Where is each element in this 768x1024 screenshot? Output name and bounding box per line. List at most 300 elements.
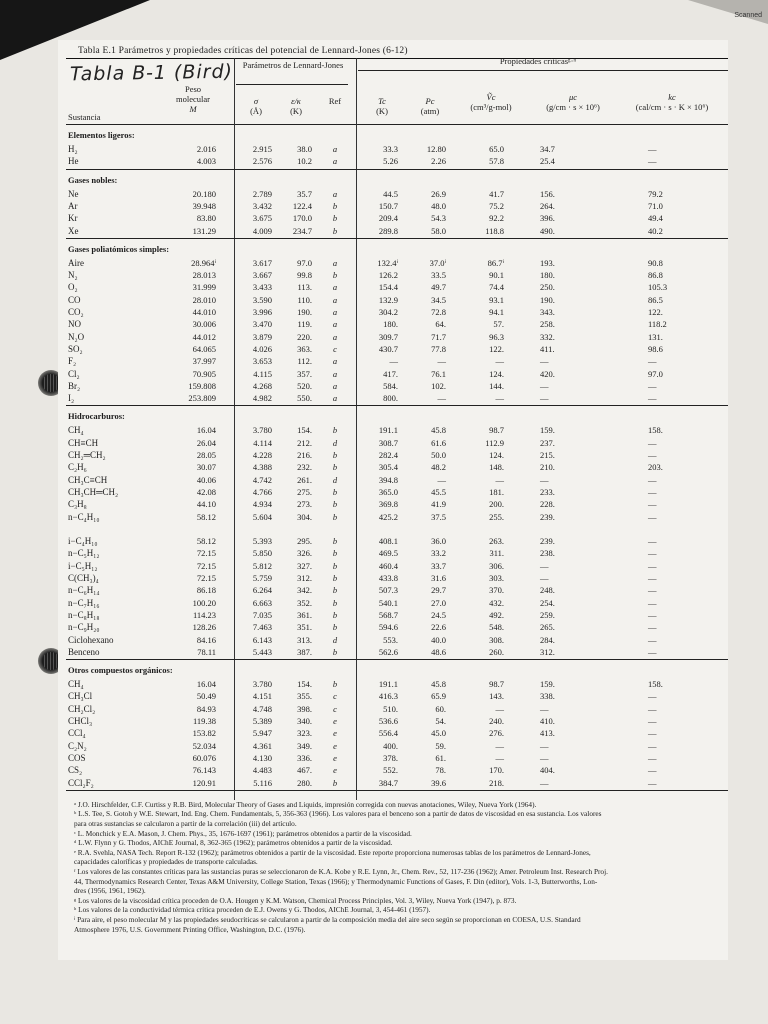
cell-k: 105.3 xyxy=(648,282,668,293)
cell-mu: — xyxy=(540,380,549,391)
header-rule xyxy=(66,124,728,125)
cell-vc: 148. xyxy=(489,462,504,473)
cell-tc: 33.3 xyxy=(383,144,398,154)
cell-mu: 250. xyxy=(540,282,555,293)
cell-s: 4.268 xyxy=(252,380,272,391)
col-epsilon: ε/κ (K) xyxy=(290,96,302,116)
cell-e: 220. xyxy=(297,331,312,342)
table-row xyxy=(58,257,728,269)
cell-vc: 143. xyxy=(489,691,504,702)
cell-m: 72.15 xyxy=(196,573,216,583)
footnote: dres (1956, 1961, 1962). xyxy=(74,886,146,896)
cell-name: He xyxy=(68,156,79,167)
cell-s: 5.389 xyxy=(252,716,272,726)
cell-m: 44.10 xyxy=(196,499,216,510)
cell-s: 5.947 xyxy=(252,728,272,739)
cell-k: — xyxy=(648,144,657,154)
cell-tc: 568.7 xyxy=(378,609,398,620)
cell-ref: b xyxy=(332,499,338,510)
cell-pc: 36.0 xyxy=(431,536,446,547)
cell-mu: 265. xyxy=(540,622,555,633)
cell-s: 3.879 xyxy=(252,331,272,342)
cell-pc: 76.1 xyxy=(431,368,446,379)
cell-vc: 548. xyxy=(489,622,504,633)
footnote: ᵇ L.S. Tee, S. Gotoh y W.E. Stewart, Ind. Eng. Chem. Fundamentals, 5, 356-363 (1966). Los valores para el benceno son a partir de datos de viscosidad en esa sustancia. Los valores xyxy=(74,809,602,819)
cell-s: 3.780 xyxy=(252,425,272,436)
cell-name: C₂N₂ xyxy=(68,740,87,751)
cell-pc: 49.7 xyxy=(431,282,446,293)
cell-e: 232. xyxy=(297,462,312,473)
cell-tc: 433.8 xyxy=(378,573,398,583)
cell-pc: — xyxy=(437,393,446,404)
cell-k: 98.6 xyxy=(648,343,663,354)
footnote: ᶜ L. Monchick y E.A. Mason, J. Chem. Phys., 35, 1676-1697 (1961); parámetros obtenidos a partir de la viscosidad. xyxy=(74,828,412,838)
cell-pc: 48.0 xyxy=(431,200,446,211)
cell-mu: — xyxy=(540,573,549,583)
cell-pc: 54. xyxy=(435,716,446,726)
cell-vc: 303. xyxy=(489,573,504,583)
cell-e: 113. xyxy=(297,282,312,293)
cell-e: 352. xyxy=(297,597,312,608)
cell-e: 112. xyxy=(297,356,312,367)
corner-stamp: Scanned xyxy=(734,12,762,19)
cell-pc: 29.7 xyxy=(431,585,446,596)
cell-s: 3.432 xyxy=(252,200,272,211)
col-tc: Tc (K) xyxy=(376,96,388,116)
cell-m: 78.11 xyxy=(197,646,216,657)
cell-vc: 93.1 xyxy=(489,294,504,305)
footnote: ᶠ Los valores de las constantes críticas para las sustancias puras se seleccionaron de K.A. Kobe y R.E. Lynn, Jr., Chem. Rev., 52, 117-236 (1962); Amer. Petroleum Inst. Research Proj. xyxy=(74,866,608,876)
section-title: Hidrocarburos: xyxy=(68,411,125,422)
cell-pc: 26.9 xyxy=(431,188,446,199)
cell-mu: — xyxy=(540,777,549,788)
table-row xyxy=(58,690,728,702)
cell-s: 7.463 xyxy=(252,622,272,633)
cell-s: 7.035 xyxy=(252,609,272,620)
cell-vc: — xyxy=(495,474,504,485)
col-pc: Pc (atm) xyxy=(420,96,440,116)
cell-mu: 338. xyxy=(540,691,555,702)
cell-ref: e xyxy=(333,765,337,776)
cell-pc: 45.8 xyxy=(431,425,446,436)
cell-name: CS₂ xyxy=(68,765,83,776)
section-rule xyxy=(66,238,728,239)
cell-tc: 562.6 xyxy=(378,646,398,657)
cell-e: 327. xyxy=(297,560,312,571)
cell-e: 361. xyxy=(297,609,312,620)
table-row xyxy=(58,281,728,293)
cell-k: — xyxy=(648,634,657,645)
cell-tc: 132.4ⁱ xyxy=(377,257,398,268)
cell-pc: 22.6 xyxy=(431,622,446,633)
cell-k: 203. xyxy=(648,462,663,473)
cell-mu: 34.7 xyxy=(540,144,555,154)
cell-m: 28.05 xyxy=(196,450,216,460)
cell-ref: a xyxy=(332,356,338,367)
cell-ref: b xyxy=(332,450,338,460)
cell-e: 97.0 xyxy=(297,257,312,268)
cell-s: 4.748 xyxy=(252,703,272,714)
cell-vc: 122. xyxy=(489,343,504,354)
cell-pc: 59. xyxy=(435,740,446,751)
cell-tc: 430.7 xyxy=(378,343,398,354)
cell-ref: a xyxy=(332,393,338,404)
cell-ref: b xyxy=(332,511,338,522)
cell-s: 5.393 xyxy=(252,536,272,547)
cell-e: 520. xyxy=(297,380,312,391)
cell-s: 6.264 xyxy=(252,585,272,596)
cell-vc: 98.7 xyxy=(489,425,504,436)
cell-pc: — xyxy=(437,474,446,485)
cell-tc: 365.0 xyxy=(378,486,398,497)
cell-ref: a xyxy=(332,144,338,154)
cell-s: 4.151 xyxy=(252,691,272,702)
cell-vc: 75.2 xyxy=(489,200,504,211)
cell-e: 550. xyxy=(297,393,312,404)
cell-m: 30.006 xyxy=(192,319,216,330)
cell-s: 3.617 xyxy=(252,257,272,268)
cell-ref: b xyxy=(332,548,338,559)
cell-pc: 45.5 xyxy=(431,486,446,497)
cell-name: Br₂ xyxy=(68,380,81,391)
cell-s: 3.433 xyxy=(252,282,272,293)
cell-ref: e xyxy=(333,752,337,763)
cell-mu: 159. xyxy=(540,679,555,690)
cell-m: 40.06 xyxy=(196,474,216,485)
cell-vc: 218. xyxy=(489,777,504,788)
cell-s: 4.228 xyxy=(252,450,272,460)
cell-s: 5.759 xyxy=(252,573,272,583)
cell-vc: — xyxy=(495,752,504,763)
cell-ref: b xyxy=(332,225,338,236)
cell-name: Aire xyxy=(68,257,84,268)
cell-ref: b xyxy=(332,622,338,633)
cell-e: 313. xyxy=(297,634,312,645)
cell-mu: — xyxy=(540,703,549,714)
cell-m: 30.07 xyxy=(196,462,216,473)
cell-name: n−C₅H₁₂ xyxy=(68,548,100,559)
cell-pc: 65.9 xyxy=(431,691,446,702)
cell-pc: 60. xyxy=(435,703,446,714)
cell-vc: 240. xyxy=(489,716,504,726)
cell-tc: 540.1 xyxy=(378,597,398,608)
cell-k: — xyxy=(648,703,657,714)
cell-ref: a xyxy=(332,380,338,391)
cell-mu: 404. xyxy=(540,765,555,776)
cell-mu: — xyxy=(540,474,549,485)
cell-tc: 556.4 xyxy=(378,728,398,739)
cell-k: — xyxy=(648,499,657,510)
cell-mu: 312. xyxy=(540,646,555,657)
cell-mu: 190. xyxy=(540,294,555,305)
cell-e: 10.2 xyxy=(297,156,312,167)
cell-name: CHCl₃ xyxy=(68,716,93,726)
table-row xyxy=(58,318,728,330)
cell-tc: 507.3 xyxy=(378,585,398,596)
table-row xyxy=(58,678,728,690)
cell-tc: 584. xyxy=(383,380,398,391)
cell-pc: — xyxy=(437,356,446,367)
cell-ref: a xyxy=(332,156,338,167)
cell-vc: 276. xyxy=(489,728,504,739)
cell-tc: 400. xyxy=(383,740,398,751)
cell-tc: 394.8 xyxy=(378,474,398,485)
cell-mu: — xyxy=(540,393,549,404)
cell-mu: 420. xyxy=(540,368,555,379)
cell-vc: — xyxy=(495,703,504,714)
cell-name: n−C₇H₁₆ xyxy=(68,597,100,608)
cell-ref: d xyxy=(332,634,338,645)
cell-mu: 193. xyxy=(540,257,555,268)
cell-mu: 490. xyxy=(540,225,555,236)
cell-m: 253.809 xyxy=(188,393,216,404)
cell-ref: e xyxy=(333,716,337,726)
cell-m: 84.93 xyxy=(196,703,216,714)
cell-tc: 5.26 xyxy=(383,156,398,167)
cell-vc: 92.2 xyxy=(489,213,504,224)
cell-e: 312. xyxy=(297,573,312,583)
cell-ref: b xyxy=(332,573,338,583)
cell-mu: 239. xyxy=(540,536,555,547)
cell-ref: b xyxy=(332,270,338,281)
footnote: ⁱ Para aire, el peso molecular M y las propiedades seudocríticas se calcularon a partir de la composición media del aire seco según se proporcionan en COESA, U.S. Standard xyxy=(74,914,581,924)
cell-vc: 370. xyxy=(489,585,504,596)
cell-s: 4.934 xyxy=(252,499,272,510)
cell-s: 3.470 xyxy=(252,319,272,330)
cell-name: C(CH₃)₄ xyxy=(68,573,99,583)
cell-mu: — xyxy=(540,752,549,763)
cell-m: 60.076 xyxy=(192,752,216,763)
cell-name: CH₄ xyxy=(68,679,84,690)
lj-group-rule xyxy=(236,84,348,85)
cell-e: 234.7 xyxy=(292,225,312,236)
cell-s: 3.667 xyxy=(252,270,272,281)
cell-s: 2.789 xyxy=(252,188,272,199)
cell-name: CH₃C≡CH xyxy=(68,474,108,485)
cell-m: 84.16 xyxy=(196,634,216,645)
cell-pc: 12.80 xyxy=(426,144,446,154)
table-row xyxy=(58,511,728,523)
cell-vc: 124. xyxy=(489,450,504,460)
cell-vc: 263. xyxy=(489,536,504,547)
cell-vc: 57.8 xyxy=(489,156,504,167)
cell-ref: c xyxy=(333,691,337,702)
table-row xyxy=(58,498,728,510)
cell-ref: b xyxy=(332,609,338,620)
cell-tc: 552. xyxy=(383,765,398,776)
col-substance: Sustancia xyxy=(68,112,101,122)
cell-s: 3.780 xyxy=(252,679,272,690)
cell-k: 122. xyxy=(648,307,663,317)
cell-k: — xyxy=(648,646,657,657)
critical-group-header: Propiedades críticasᵍ·ʰ xyxy=(499,56,577,66)
cell-tc: 800. xyxy=(383,393,398,404)
cell-pc: 50.0 xyxy=(431,450,446,460)
col-ref: Ref xyxy=(328,96,342,106)
col-mu: μc (g/cm · s × 10⁶) xyxy=(546,92,600,112)
cell-tc: 553. xyxy=(383,634,398,645)
cell-name: H₂ xyxy=(68,144,78,154)
cell-e: 280. xyxy=(297,777,312,788)
cell-s: 5.443 xyxy=(252,646,272,657)
cell-pc: 37.5 xyxy=(431,511,446,522)
cell-tc: 282.4 xyxy=(378,450,398,460)
table-row xyxy=(58,572,728,584)
cell-m: 28.010 xyxy=(192,294,216,305)
cell-name: n−C₄H₁₀ xyxy=(68,511,100,522)
table-row xyxy=(58,200,728,212)
table-row xyxy=(58,225,728,237)
table-row xyxy=(58,486,728,498)
cell-pc: 78. xyxy=(435,765,446,776)
cell-ref: c xyxy=(333,343,337,354)
cell-tc: 180. xyxy=(383,319,398,330)
cell-name: n−C₉H₂₀ xyxy=(68,622,100,633)
cell-pc: 2.26 xyxy=(431,156,446,167)
cell-mu: 259. xyxy=(540,609,555,620)
cell-tc: 469.5 xyxy=(378,548,398,559)
cell-k: — xyxy=(648,393,657,404)
cell-e: 38.0 xyxy=(297,144,312,154)
cell-m: 58.12 xyxy=(196,536,216,547)
cell-mu: 239. xyxy=(540,511,555,522)
cell-s: 6.143 xyxy=(252,634,272,645)
cell-e: 295. xyxy=(297,536,312,547)
table-row xyxy=(58,392,728,404)
cell-name: COS xyxy=(68,752,86,763)
cell-s: 5.604 xyxy=(252,511,272,522)
cell-s: 4.026 xyxy=(252,343,272,354)
cell-pc: 72.8 xyxy=(431,307,446,317)
cell-m: 26.04 xyxy=(196,437,216,448)
table-row xyxy=(58,634,728,646)
cell-vc: 255. xyxy=(489,511,504,522)
cell-vc: — xyxy=(495,393,504,404)
cell-tc: 309.7 xyxy=(378,331,398,342)
cell-mu: 343. xyxy=(540,307,555,317)
cell-s: 3.590 xyxy=(252,294,272,305)
cell-pc: 34.5 xyxy=(431,294,446,305)
table-row xyxy=(58,331,728,343)
table-row xyxy=(58,703,728,715)
cell-vc: 181. xyxy=(489,486,504,497)
cell-name: CO₂ xyxy=(68,307,84,317)
cell-e: 323. xyxy=(297,728,312,739)
cell-s: 5.812 xyxy=(252,560,272,571)
cell-k: — xyxy=(648,609,657,620)
cell-ref: b xyxy=(332,213,338,224)
cell-ref: d xyxy=(332,474,338,485)
cell-m: 2.016 xyxy=(196,144,216,154)
cell-tc: 594.6 xyxy=(378,622,398,633)
cell-k: 97.0 xyxy=(648,368,663,379)
cell-e: 35.7 xyxy=(297,188,312,199)
cell-tc: 408.1 xyxy=(378,536,398,547)
cell-ref: b xyxy=(332,560,338,571)
cell-ref: b xyxy=(332,679,338,690)
col-k: kc (cal/cm · s · K × 10⁶) xyxy=(635,92,709,112)
cell-tc: 536.6 xyxy=(378,716,398,726)
cell-s: 3.996 xyxy=(252,307,272,317)
cell-name: Ciclohexano xyxy=(68,634,114,645)
cell-mu: 254. xyxy=(540,597,555,608)
cell-name: Kr xyxy=(68,213,78,224)
cell-mu: 258. xyxy=(540,319,555,330)
cell-pc: 71.7 xyxy=(431,331,446,342)
cell-k: — xyxy=(648,486,657,497)
cell-pc: 33.5 xyxy=(431,270,446,281)
cell-k: — xyxy=(648,691,657,702)
critical-group-rule xyxy=(358,70,728,71)
section-title: Gases poliatómicos simples: xyxy=(68,243,170,254)
cell-k: — xyxy=(648,380,657,391)
cell-name: CH₂Cl₂ xyxy=(68,703,96,714)
cell-e: 212. xyxy=(297,437,312,448)
cell-ref: a xyxy=(332,257,338,268)
cell-name: SO₂ xyxy=(68,343,83,354)
cell-m: 37.997 xyxy=(192,356,216,367)
cell-e: 304. xyxy=(297,511,312,522)
cell-k: — xyxy=(648,511,657,522)
cell-m: 16.04 xyxy=(196,679,216,690)
col-sigma: σ (Å) xyxy=(250,96,262,116)
cell-tc: 150.7 xyxy=(378,200,398,211)
cell-m: 86.18 xyxy=(196,585,216,596)
cell-k: 71.0 xyxy=(648,200,663,211)
section-rule xyxy=(66,659,728,660)
table-row xyxy=(58,188,728,200)
cell-m: 52.034 xyxy=(192,740,216,751)
cell-ref: b xyxy=(332,486,338,497)
cell-mu: 410. xyxy=(540,716,555,726)
cell-vc: 74.4 xyxy=(489,282,504,293)
footnote: ʰ Los valores de la conductividad térmica crítica proceden de E.J. Owens y G. Thodos, AIChE Journal, 3, 454-461 (1957). xyxy=(74,905,431,915)
cell-pc: 58.0 xyxy=(431,225,446,236)
cell-e: 357. xyxy=(297,368,312,379)
cell-s: 5.850 xyxy=(252,548,272,559)
cell-pc: 45.8 xyxy=(431,679,446,690)
cell-pc: 31.6 xyxy=(431,573,446,583)
cell-mu: — xyxy=(540,356,549,367)
cell-pc: 77.8 xyxy=(431,343,446,354)
cell-ref: a xyxy=(332,294,338,305)
cell-k: 40.2 xyxy=(648,225,663,236)
cell-pc: 45.0 xyxy=(431,728,446,739)
cell-s: 4.115 xyxy=(253,368,272,379)
table-row xyxy=(58,547,728,559)
table-row xyxy=(58,727,728,739)
cell-m: 72.15 xyxy=(196,548,216,559)
col-mw: Peso molecular M xyxy=(176,84,210,114)
cell-m: 42.08 xyxy=(196,486,216,497)
cell-mu: 238. xyxy=(540,548,555,559)
cell-mu: 233. xyxy=(540,486,555,497)
table-row xyxy=(58,424,728,436)
table-row xyxy=(58,306,728,318)
section-rule xyxy=(66,405,728,406)
cell-k: 118.2 xyxy=(648,319,667,330)
cell-mu: 180. xyxy=(540,270,555,281)
cell-tc: 289.8 xyxy=(378,225,398,236)
cell-s: 4.361 xyxy=(252,740,272,751)
cell-e: 119. xyxy=(297,319,312,330)
cell-ref: a xyxy=(332,319,338,330)
cell-e: 190. xyxy=(297,307,312,317)
cell-k: — xyxy=(648,728,657,739)
cell-pc: 48.6 xyxy=(431,646,446,657)
cell-m: 50.49 xyxy=(196,691,216,702)
cell-vc: 144. xyxy=(489,380,504,391)
